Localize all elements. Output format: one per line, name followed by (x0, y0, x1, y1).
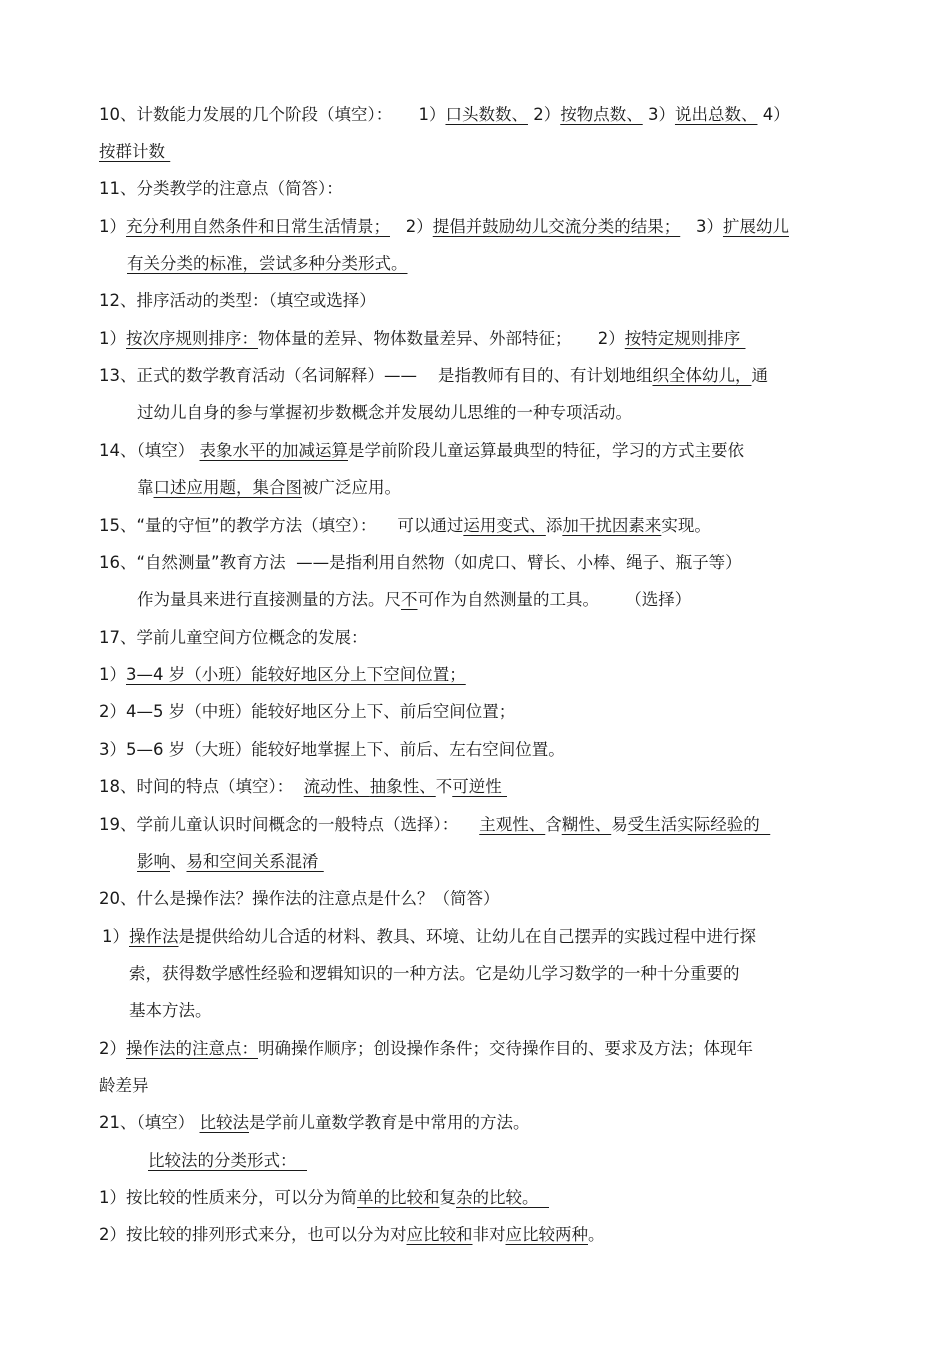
underlined-answer: 提倡并鼓励幼儿交流分类的结果； (432, 217, 681, 236)
text-segment: 2）按比较的排列形式来分，也可以分为对 (99, 1225, 407, 1244)
text-line (129, 1000, 212, 1022)
text-segment: 、 (170, 852, 187, 871)
underlined-answer: 可逆性 (452, 777, 507, 796)
text-segment: 15、“量的守恒”的教学方法（填空）： 可以通过 (99, 516, 464, 535)
underlined-answer: 糊性、 (561, 815, 612, 834)
underlined-answer: 抽象性、 (369, 777, 436, 796)
text-segment: 4） (757, 105, 790, 124)
text-line (99, 1224, 605, 1246)
text-segment: 2） (99, 1039, 126, 1058)
text-segment: 1）按比较的性质来分，可以分为简 (99, 1188, 357, 1207)
text-line (99, 440, 744, 462)
text-segment: 作为量具来进行直接测量的方法。尺 (137, 590, 401, 609)
text-segment: 易 (611, 815, 628, 834)
text-segment: 14、（填空） (99, 441, 200, 460)
text-segment: 10、计数能力发展的几个阶段（填空）： 1） (99, 105, 446, 124)
underlined-answer: 杂的比较。 (456, 1188, 549, 1207)
text-segment: 1） (102, 927, 129, 946)
underlined-answer: 操作法 (129, 927, 179, 946)
text-line (127, 253, 408, 275)
text-line (137, 589, 691, 611)
text-segment: 不 (435, 777, 453, 796)
underlined-answer: 扩展幼儿 (722, 217, 789, 236)
underlined-answer: 应比较和 (406, 1225, 473, 1244)
text-segment: 实现。 (661, 516, 711, 535)
underlined-answer: 口述应用题， (153, 478, 253, 497)
underlined-answer: 口头数数、 (445, 105, 528, 124)
text-segment: 2） (527, 105, 561, 124)
underlined-answer: 影响 (137, 852, 170, 871)
underlined-answer: 应比较两种 (505, 1225, 588, 1244)
text-segment: 可作为自然测量的工具。 （选择） (417, 590, 692, 609)
text-line (137, 477, 401, 499)
text-segment: 基本方法。 (129, 1001, 212, 1020)
underlined-answer: 按群计数 (99, 142, 171, 161)
underlined-answer: 不 (401, 590, 418, 609)
text-line (102, 926, 756, 948)
text-line (99, 1112, 530, 1134)
text-segment: 是学前儿童数学教育是中常用的方法。 (249, 1113, 530, 1132)
text-segment: 2） (390, 217, 433, 236)
underlined-answer: 说出总数、 (674, 105, 758, 124)
underlined-answer: 操作法的注意点： (126, 1039, 258, 1058)
text-line (99, 104, 790, 126)
text-line (137, 402, 632, 424)
underlined-answer: 按物点数、 (560, 105, 643, 124)
text-segment: 3）5—6 岁（大班）能较好地掌握上下、前后、左右空间位置。 (99, 740, 565, 759)
underlined-answer: 有关分类的标准，尝试多种分类形式。 (127, 254, 408, 273)
text-segment: 21、（填空） (99, 1113, 200, 1132)
text-segment: 13、正式的数学教育活动（名词解释）—— 是指教师有目的、有计划地组 (99, 366, 653, 385)
underlined-answer: 集合图 (252, 478, 302, 497)
underlined-answer: 3—4 岁（小班）能较好地区分上下空间位置； (126, 665, 466, 684)
text-segment: 1） (99, 329, 126, 348)
text-segment: 通 (751, 366, 768, 385)
text-segment: 11、分类教学的注意点（简答）： (99, 179, 343, 198)
underlined-answer: 织全体幼儿， (652, 366, 752, 385)
text-line (99, 1075, 149, 1097)
text-line (99, 814, 770, 836)
text-segment: 1） (99, 665, 126, 684)
underlined-answer: 受生活实际经验的 (627, 815, 771, 834)
text-segment: 过幼儿自身的参与掌握初步数概念并发展幼儿思维的一种专项活动。 (137, 403, 632, 422)
text-segment: 是学前阶段儿童运算最典型的特征，学习的方式主要依 (348, 441, 744, 460)
text-segment: 2）4—5 岁（中班）能较好地区分上下、前后空间位置； (99, 702, 516, 721)
text-segment: 3） (642, 105, 675, 124)
text-segment: 索，获得数学感性经验和逻辑知识的一种方法。它是幼儿学习数学的一种十分重要的 (129, 964, 740, 983)
text-segment: 被广泛应用。 (302, 478, 401, 497)
underlined-answer: 单的比较和 (357, 1188, 440, 1207)
text-line (148, 1150, 307, 1172)
text-line (99, 328, 745, 350)
underlined-answer: 主观性、 (479, 815, 546, 834)
text-segment: 靠 (137, 478, 154, 497)
underlined-answer: 比较法 (199, 1113, 249, 1132)
text-line (99, 701, 515, 723)
underlined-answer: 易和空间关系混淆 (186, 852, 324, 871)
text-line (99, 216, 789, 238)
text-segment: 是提供给幼儿合适的材料、教具、环境、让幼儿在自己摆弄的实践过程中进行探 (178, 927, 756, 946)
underlined-answer: 表象水平的加减运算 (199, 441, 348, 460)
text-line (99, 365, 768, 387)
text-line (137, 851, 324, 873)
text-line (99, 664, 466, 686)
text-segment: 复 (439, 1188, 456, 1207)
text-line (99, 1038, 753, 1060)
underlined-answer: 流动性、 (303, 777, 370, 796)
text-segment: 20、什么是操作法？操作法的注意点是什么？（简答） (99, 889, 500, 908)
underlined-answer: 按特定规则排序 (624, 329, 746, 348)
text-line (99, 515, 711, 537)
underlined-answer: 比较法的分类形式： (148, 1151, 307, 1170)
text-line (99, 178, 343, 200)
text-segment: 19、学前儿童认识时间概念的一般特点（选择）： (99, 815, 480, 834)
text-line (99, 888, 500, 910)
text-segment: 非对 (472, 1225, 506, 1244)
text-line (99, 1187, 549, 1209)
underlined-answer: 按次序规则排序： (126, 329, 258, 348)
text-segment: 18、时间的特点（填空）： (99, 777, 304, 796)
text-segment: 3） (680, 217, 723, 236)
text-line (129, 963, 740, 985)
underlined-answer: 加干扰因素来 (562, 516, 662, 535)
text-segment: 添 (545, 516, 563, 535)
underlined-answer: 充分利用自然条件和日常生活情景； (126, 217, 390, 236)
underlined-answer: 运用变式、 (463, 516, 546, 535)
text-segment: 17、学前儿童空间方位概念的发展： (99, 628, 368, 647)
text-segment: 16、“自然测量”教育方法 ——是指利用自然物（如虎口、臂长、小棒、绳子、瓶子等） (99, 553, 742, 572)
text-line (99, 290, 376, 312)
text-line (99, 627, 368, 649)
text-segment: 12、排序活动的类型：（填空或选择） (99, 291, 376, 310)
text-segment: 含 (545, 815, 562, 834)
text-line (99, 776, 507, 798)
text-segment: 。 (588, 1225, 605, 1244)
text-segment: 龄差异 (99, 1076, 149, 1095)
text-line (99, 141, 170, 163)
text-segment: 物体量的差异、物体数量差异、外部特征； 2） (258, 329, 625, 348)
text-line (99, 552, 742, 574)
text-segment: 明确操作顺序；创设操作条件；交待操作目的、要求及方法；体现年 (258, 1039, 753, 1058)
text-segment: 1） (99, 217, 126, 236)
text-line (99, 739, 565, 761)
